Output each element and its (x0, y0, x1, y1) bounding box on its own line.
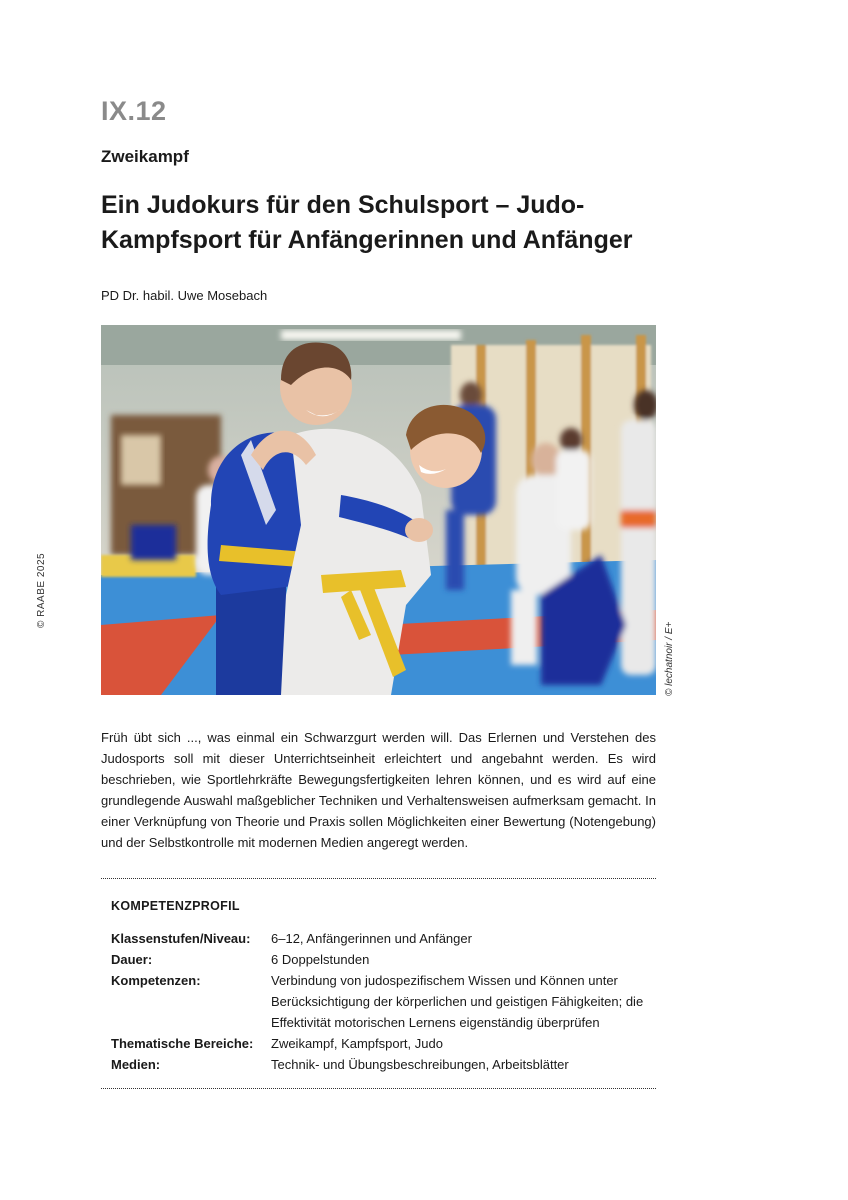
copyright-notice: © RAABE 2025 (36, 552, 47, 628)
hero-photo-illustration (101, 325, 656, 695)
profile-heading: KOMPETENZPROFIL (111, 899, 240, 913)
competence-profile (111, 928, 656, 1075)
profile-row-level (111, 928, 656, 949)
profile-value: Verbindung von judospezifischem Wissen und Können unter Berücksichtigung der körperlichen und geistigen Fähigkeiten; die Effektivität motorischen Lernens eigenständig überprüfen (271, 973, 644, 1030)
profile-row-competences (111, 970, 656, 1033)
profile-value: Zweikampf, Kampfsport, Judo (271, 1036, 443, 1051)
profile-label: Klassenstufen/Niveau: (111, 931, 251, 946)
profile-value: 6–12, Anfängerinnen und Anfänger (271, 931, 472, 946)
profile-value: 6 Doppelstunden (271, 952, 370, 967)
profile-label: Dauer: (111, 952, 153, 967)
kicker: Zweikampf (101, 147, 189, 166)
profile-row-media (111, 1054, 656, 1075)
profile-value: Technik- und Übungsbeschreibungen, Arbeitsblätter (271, 1057, 569, 1072)
profile-label: Kompetenzen: (111, 973, 201, 988)
profile-row-duration (111, 949, 656, 970)
profile-row-topics (111, 1033, 656, 1054)
author: PD Dr. habil. Uwe Mosebach (101, 288, 268, 303)
profile-label: Medien: (111, 1057, 161, 1072)
photo-credit: © lechatnoir / E+ (664, 621, 675, 696)
intro-paragraph: Früh übt sich ..., was einmal ein Schwarzgurt werden will. Das Erlernen und Verstehen des Judosports soll mit dieser Unterrichtseinheit erleichtert und angebahnt werden. Es wird beschrieben, wie Sportlehrkräfte Bewegungsfertigkeiten lehren können, und es wird auf eine grundlegende Auswahl maßgeblicher Techniken und Verhaltensweisen aufmerksam gemacht. In einer Verknüpfung von Theorie und Praxis sollen Möglichkeiten einer Bewertung (Notengebung) und der Selbstkontrolle mit modernen Medien angeregt werden. (101, 730, 656, 850)
hero-photo (101, 325, 656, 695)
section-code: IX.12 (101, 96, 167, 126)
profile-label: Thematische Bereiche: (111, 1036, 254, 1051)
divider-bottom (101, 1088, 656, 1089)
page-title: Ein Judokurs für den Schulsport – Judo-Kampfsport für Anfängerinnen und Anfänger (101, 191, 633, 254)
divider-top (101, 878, 656, 879)
